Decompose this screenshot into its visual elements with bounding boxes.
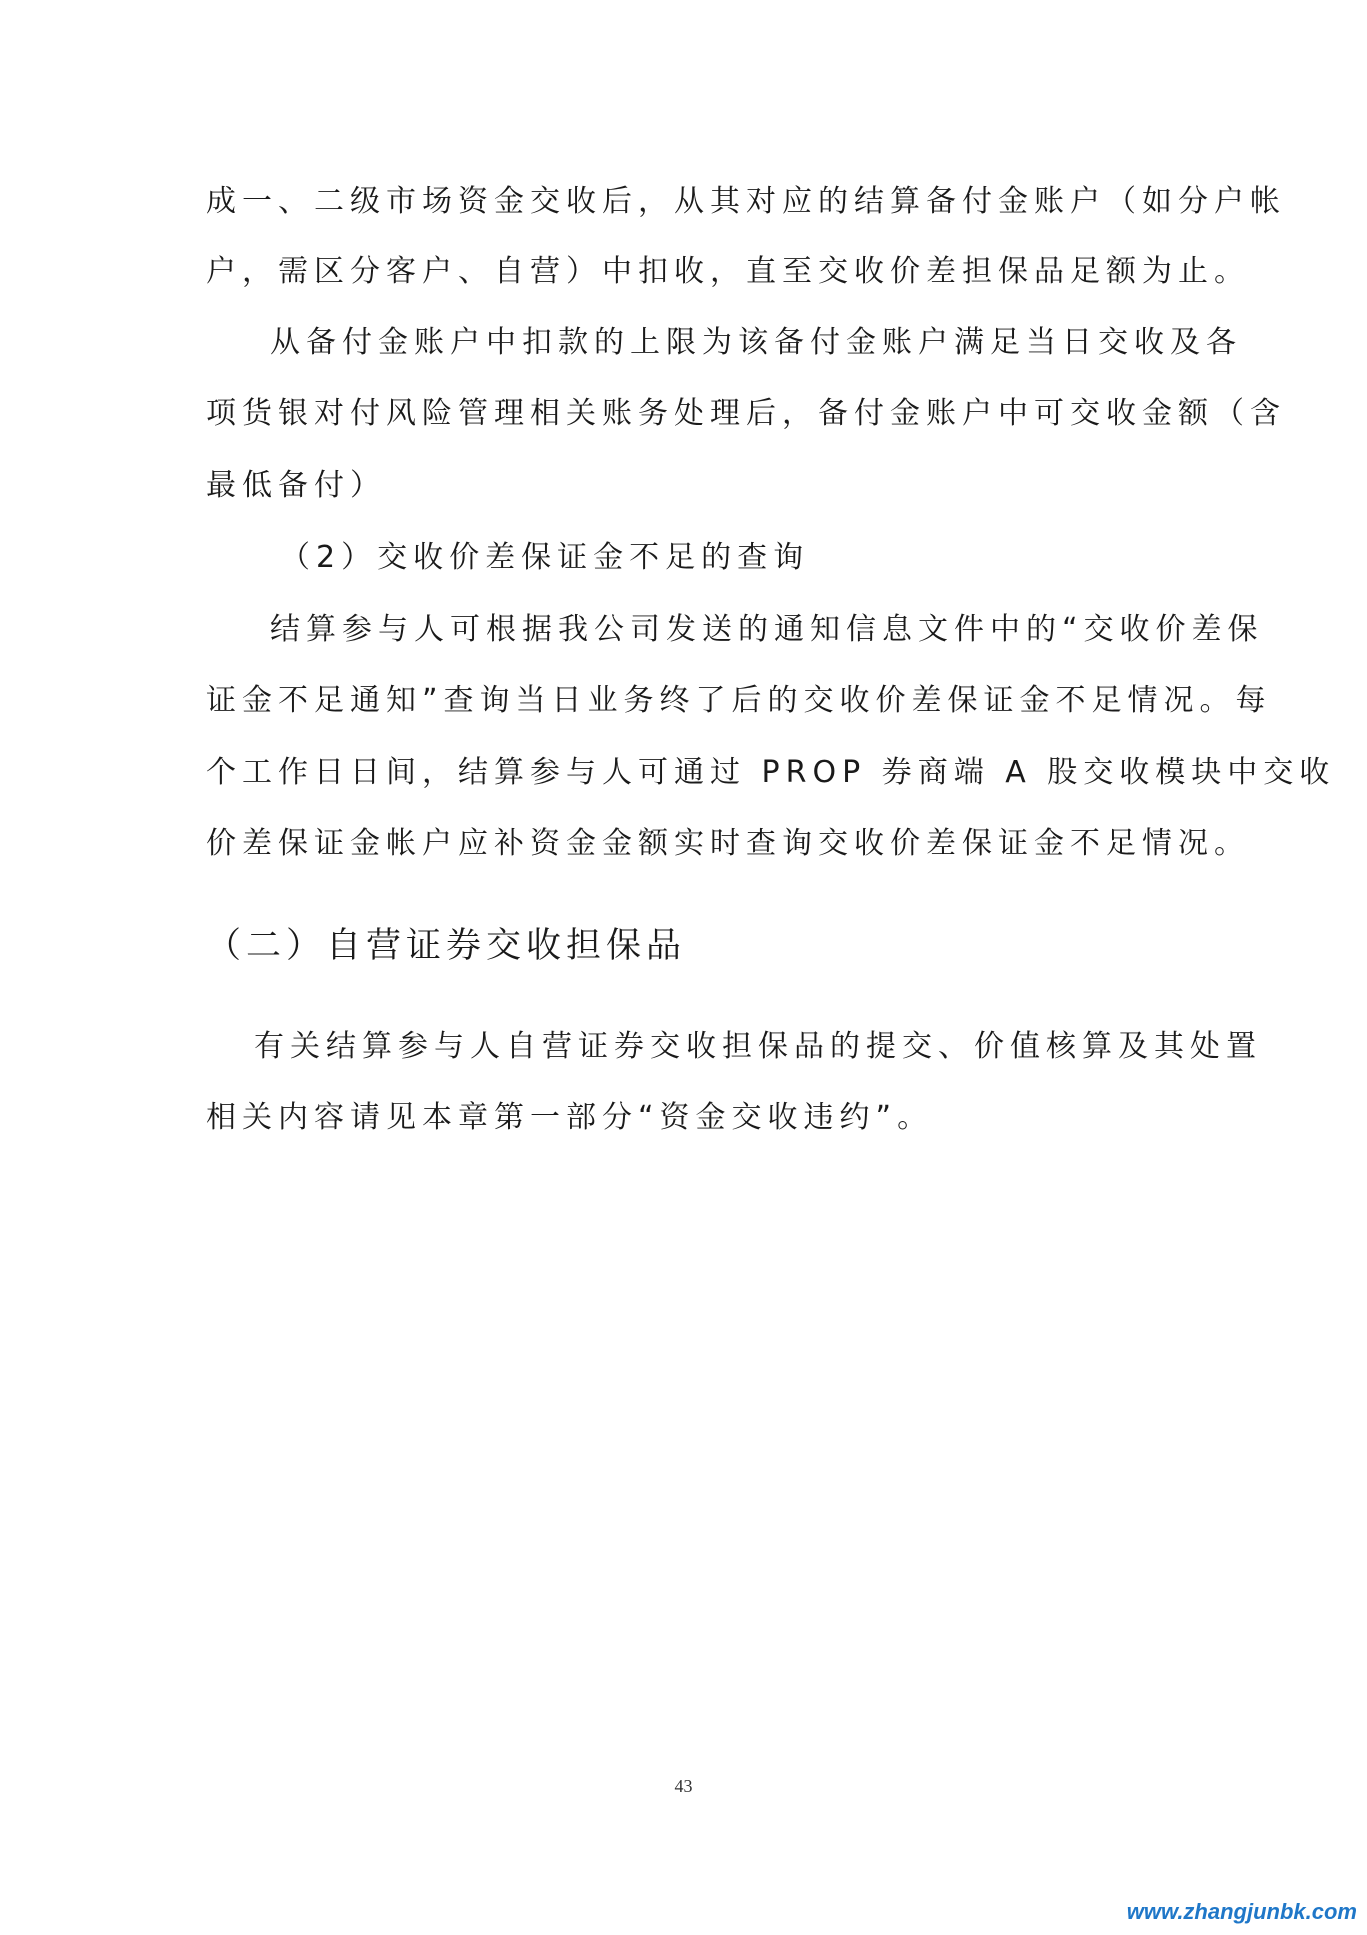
- body-text-line: 项货银对付风险管理相关账务处理后，备付金账户中可交收金额（含: [206, 396, 1286, 431]
- page-number: 43: [674, 1776, 693, 1796]
- subsection-heading: （2）交收价差保证金不足的查询: [280, 540, 810, 575]
- body-text-line: 个工作日日间，结算参与人可通过 PROP 券商端 A 股交收模块中交收: [206, 755, 1336, 790]
- body-text-line: 价差保证金帐户应补资金金额实时查询交收价差保证金不足情况。: [206, 826, 1250, 861]
- body-text-line: 相关内容请见本章第一部分“资金交收违约”。: [206, 1100, 934, 1135]
- body-text-line: 结算参与人可根据我公司发送的通知信息文件中的“交收价差保: [270, 612, 1264, 647]
- body-text-line: 从备付金账户中扣款的上限为该备付金账户满足当日交收及各: [270, 325, 1242, 360]
- body-text-line: 最低备付）: [206, 468, 386, 503]
- body-text-line: 证金不足通知”查询当日业务终了后的交收价差保证金不足情况。每: [206, 683, 1272, 718]
- body-text-line: 有关结算参与人自营证券交收担保品的提交、价值核算及其处置: [254, 1029, 1262, 1064]
- body-text-line: 户，需区分客户、自营）中扣收，直至交收价差担保品足额为止。: [206, 254, 1250, 289]
- body-text-line: 成一、二级市场资金交收后，从其对应的结算备付金账户（如分户帐: [206, 184, 1286, 219]
- watermark-link[interactable]: www.zhangjunbk.com: [1126, 1899, 1357, 1924]
- section-heading: （二）自营证券交收担保品: [206, 926, 687, 966]
